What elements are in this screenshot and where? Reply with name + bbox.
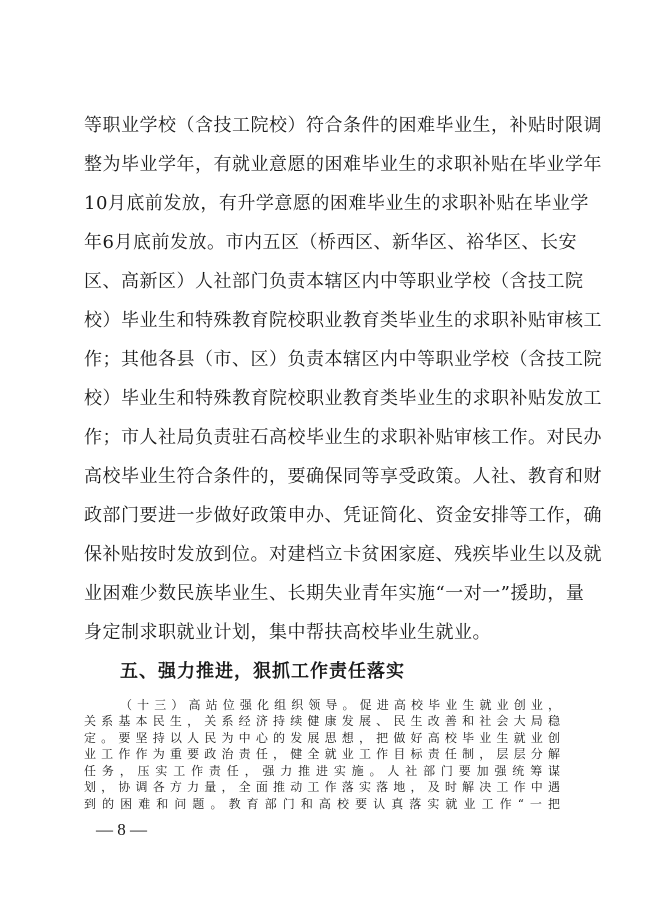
body-line: 到的困难和问题。教育部门和高校要认真落实就业工作“一把 — [84, 796, 560, 811]
body-line: 10月底前发放，有升学意愿的困难毕业生的求职补贴在毕业学 — [84, 193, 589, 214]
body-line: 等职业学校（含技工院校）符合条件的困难毕业生，补贴时限调 — [84, 115, 602, 136]
body-line: 身定制求职就业计划，集中帮扶高校毕业生就业。 — [84, 622, 491, 643]
body-line: 年6月底前发放。市内五区（桥西区、新华区、裕华区、长安 — [84, 232, 577, 253]
body-line: 关系基本民生，关系经济持续健康发展、民生改善和社会大局稳 — [84, 714, 560, 729]
body-line: 定。要坚持以人民为中心的发展思想，把做好高校毕业生就业创 — [84, 730, 560, 745]
body-line: 区、高新区）人社部门负责本辖区内中等职业学校（含技工院 — [84, 271, 584, 292]
body-line: 高校毕业生符合条件的，要确保同等享受政策。人社、教育和财 — [84, 466, 602, 487]
body-line: 业困难少数民族毕业生、长期失业青年实施“一对一”援助，量 — [84, 583, 585, 604]
body-line: 校）毕业生和特殊教育院校职业教育类毕业生的求职补贴发放工 — [84, 388, 602, 409]
body-line: 业工作作为重要政治责任，健全就业工作目标责任制，层层分解 — [84, 747, 560, 762]
body-line: 政部门要进一步做好政策申办、凭证简化、资金安排等工作，确 — [84, 505, 602, 526]
body-line: 作；市人社局负责驻石高校毕业生的求职补贴审核工作。对民办 — [84, 427, 602, 448]
body-line: 整为毕业学年，有就业意愿的困难毕业生的求职补贴在毕业学年 — [84, 154, 602, 175]
body-line: 保补贴按时发放到位。对建档立卡贫困家庭、残疾毕业生以及就 — [84, 544, 602, 565]
body-line: 作；其他各县（市、区）负责本辖区内中等职业学校（含技工院 — [84, 349, 602, 370]
body-line: 校）毕业生和特殊教育院校职业教育类毕业生的求职补贴审核工 — [84, 310, 602, 331]
body-line: （十三）高站位强化组织领导。促进高校毕业生就业创业， — [120, 698, 560, 712]
page-number: — 8 — — [96, 820, 147, 839]
body-line: 任务，压实工作责任，强力推进实施。人社部门要加强统筹谋 — [84, 763, 560, 778]
body-line: 划，协调各方力量，全面推动工作落实落地，及时解决工作中遇 — [84, 780, 560, 795]
section-heading: 五、强力推进，狠抓工作责任落实 — [120, 661, 405, 682]
